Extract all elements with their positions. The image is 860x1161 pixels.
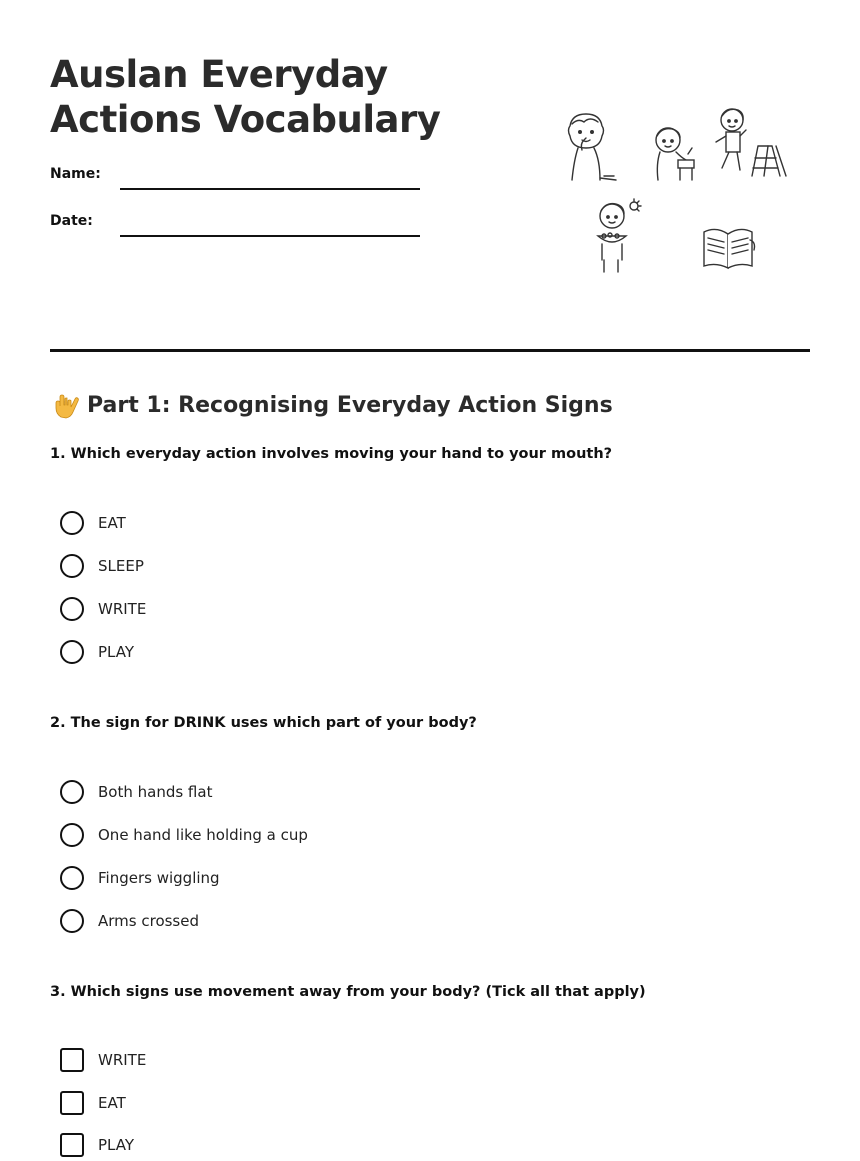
q1-option-3[interactable] bbox=[60, 596, 146, 622]
checkbox[interactable] bbox=[60, 1133, 84, 1157]
checkbox[interactable] bbox=[60, 1048, 84, 1072]
option-label: Both hands flat bbox=[98, 783, 213, 801]
radio-button[interactable] bbox=[60, 780, 84, 804]
q3-option-2[interactable] bbox=[60, 1090, 126, 1116]
sign-hand-icon bbox=[50, 390, 80, 420]
child-playing-icon bbox=[710, 106, 792, 182]
child-sleeping-icon bbox=[590, 198, 648, 276]
question-3: 3. Which signs use movement away from your body? (Tick all that apply) bbox=[50, 984, 646, 1000]
question-2: 2. The sign for DRINK uses which part of your body? bbox=[50, 715, 477, 731]
radio-button[interactable] bbox=[60, 511, 84, 535]
q2-option-4[interactable] bbox=[60, 908, 199, 934]
option-label: PLAY bbox=[98, 1136, 135, 1154]
option-label: WRITE bbox=[98, 1051, 147, 1069]
page-title bbox=[50, 52, 480, 142]
page-title-line-1: Auslan Everyday bbox=[50, 53, 388, 96]
checkbox[interactable] bbox=[60, 1091, 84, 1115]
q2-option-1[interactable] bbox=[60, 779, 212, 805]
radio-button[interactable] bbox=[60, 823, 84, 847]
radio-button[interactable] bbox=[60, 597, 84, 621]
child-eating-icon bbox=[558, 110, 620, 182]
q3-option-1[interactable] bbox=[60, 1047, 146, 1073]
radio-button[interactable] bbox=[60, 866, 84, 890]
option-label: WRITE bbox=[98, 600, 147, 618]
option-label: EAT bbox=[98, 514, 126, 532]
child-writing-icon bbox=[648, 124, 700, 184]
date-field[interactable] bbox=[50, 213, 420, 237]
option-label: One hand like holding a cup bbox=[98, 826, 308, 844]
name-label: Name: bbox=[50, 166, 101, 182]
q3-option-3[interactable] bbox=[60, 1132, 134, 1158]
q2-option-3[interactable] bbox=[60, 865, 220, 891]
q1-option-2[interactable] bbox=[60, 553, 144, 579]
q1-option-4[interactable] bbox=[60, 639, 134, 665]
question-1: 1. Which everyday action involves moving your hand to your mouth? bbox=[50, 446, 613, 462]
open-book-icon bbox=[700, 224, 758, 272]
radio-button[interactable] bbox=[60, 909, 84, 933]
section-divider bbox=[50, 349, 810, 352]
radio-button[interactable] bbox=[60, 554, 84, 578]
page-title-line-2: Actions Vocabulary bbox=[50, 98, 441, 141]
q1-option-1[interactable] bbox=[60, 510, 126, 536]
date-line[interactable] bbox=[120, 235, 420, 237]
option-label: Fingers wiggling bbox=[98, 869, 220, 887]
option-label: EAT bbox=[98, 1094, 126, 1112]
name-field[interactable] bbox=[50, 166, 420, 190]
radio-button[interactable] bbox=[60, 640, 84, 664]
option-label: SLEEP bbox=[98, 557, 144, 575]
option-label: Arms crossed bbox=[98, 912, 200, 930]
part1-heading bbox=[50, 390, 613, 420]
option-label: PLAY bbox=[98, 643, 135, 661]
header-illustrations bbox=[552, 100, 792, 280]
part1-heading-text: Part 1: Recognising Everyday Action Signs bbox=[87, 392, 613, 418]
name-line[interactable] bbox=[120, 188, 420, 190]
date-label: Date: bbox=[50, 213, 93, 229]
q2-option-2[interactable] bbox=[60, 822, 308, 848]
